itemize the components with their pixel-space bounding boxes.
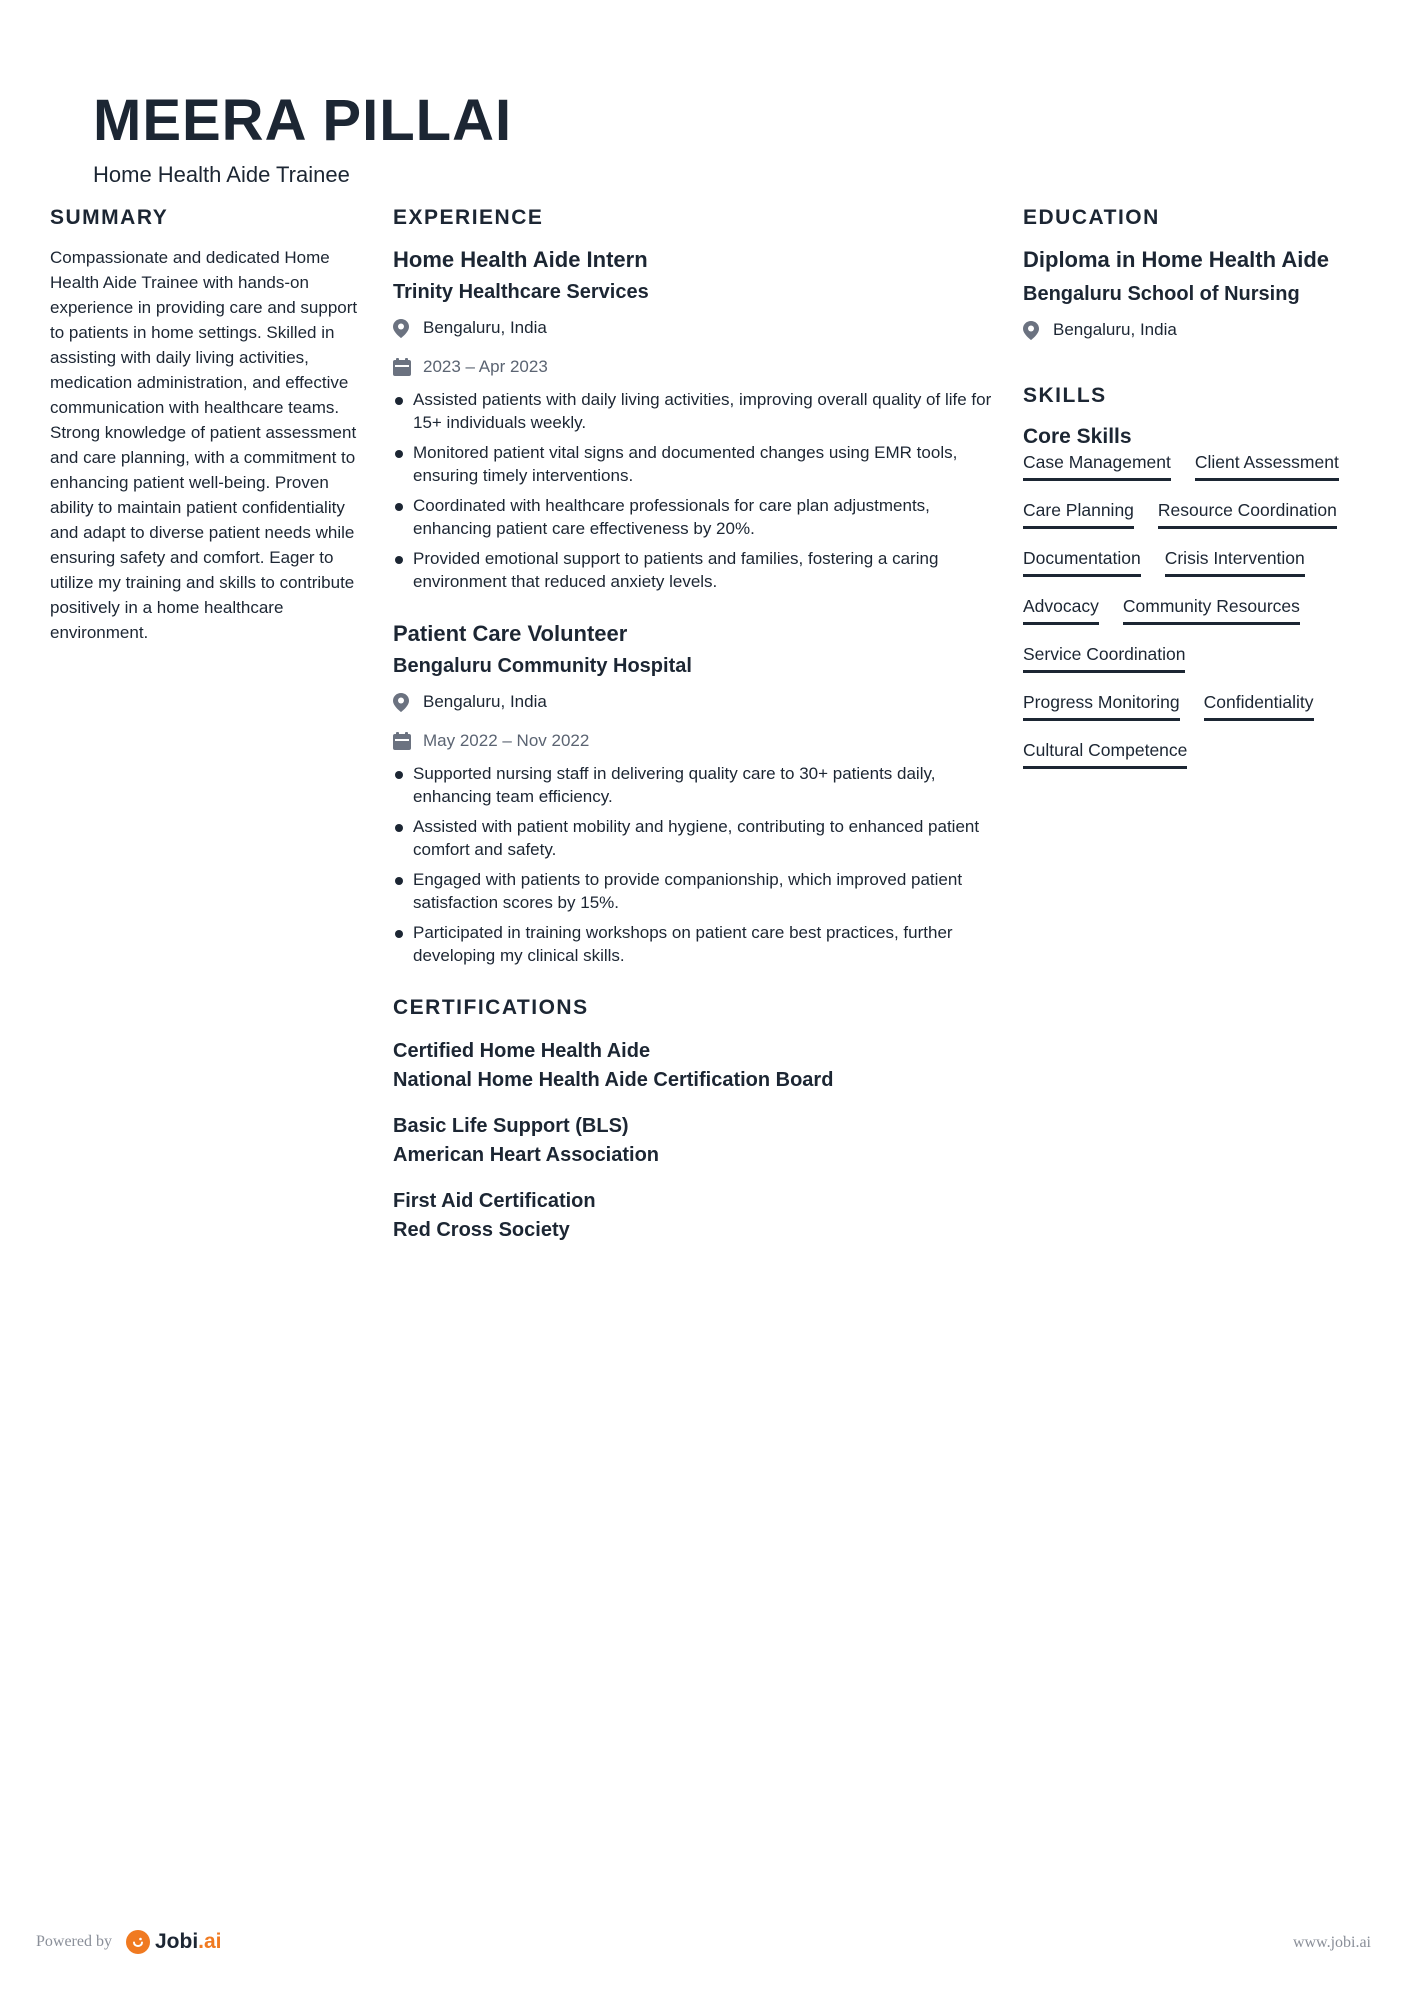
certification-name: First Aid Certification	[393, 1190, 596, 1212]
map-pin-icon	[393, 319, 423, 338]
job-dates	[393, 356, 993, 378]
job-bullet: Participated in training workshops on patient care best practices, further developing my clinical skills.	[393, 921, 993, 967]
calendar-icon	[393, 358, 423, 376]
skills-heading: SKILLS	[1023, 384, 1107, 407]
skill-tag: Crisis Intervention	[1165, 547, 1305, 577]
certifications-section	[393, 995, 993, 1245]
skill-tag: Cultural Competence	[1023, 739, 1187, 769]
education-entry	[1023, 245, 1368, 341]
skill-tag: Client Assessment	[1195, 451, 1339, 481]
job-bullets	[393, 762, 993, 967]
powered-by-text: Powered by	[36, 1933, 112, 1950]
education-school: Bengaluru School of Nursing	[1023, 283, 1300, 305]
education-location	[1023, 319, 1368, 341]
job-location	[393, 691, 993, 713]
job-location	[393, 317, 993, 339]
job-location-text: Bengaluru, India	[423, 692, 547, 711]
experience-column	[393, 205, 993, 1245]
skill-tag: Progress Monitoring	[1023, 691, 1180, 721]
certification-entry	[393, 1112, 993, 1170]
job-dates-text: 2023 – Apr 2023	[423, 357, 548, 376]
experience-heading: EXPERIENCE	[393, 206, 544, 229]
certifications-heading: CERTIFICATIONS	[393, 996, 589, 1019]
skill-tag: Care Planning	[1023, 499, 1134, 529]
certification-entry	[393, 1037, 993, 1095]
education-heading: EDUCATION	[1023, 206, 1160, 229]
resume-header	[93, 88, 512, 188]
skills-list	[1023, 451, 1368, 787]
job-bullet: Engaged with patients to provide companionship, which improved patient satisfaction scores by 15%.	[393, 868, 993, 914]
site-url[interactable]: www.jobi.ai	[1292, 1934, 1371, 1951]
job-title: Home Health Aide Intern	[393, 247, 648, 272]
certification-issuer: Red Cross Society	[393, 1219, 570, 1241]
skill-tag: Confidentiality	[1204, 691, 1314, 721]
summary-heading: SUMMARY	[50, 206, 169, 229]
logo-suffix-text: .ai	[198, 1930, 222, 1953]
job-company: Bengaluru Community Hospital	[393, 655, 692, 677]
certification-entry	[393, 1187, 993, 1245]
candidate-name: MEERA PILLAI	[93, 88, 513, 153]
calendar-icon	[393, 732, 423, 750]
skill-tag: Advocacy	[1023, 595, 1099, 625]
job-bullet: Supported nursing staff in delivering quality care to 30+ patients daily, enhancing team efficiency.	[393, 762, 993, 808]
job-bullet: Coordinated with healthcare professionals for care plan adjustments, enhancing patient care effectiveness by 20%.	[393, 494, 993, 540]
skill-tag: Documentation	[1023, 547, 1141, 577]
certification-name: Certified Home Health Aide	[393, 1040, 651, 1062]
job-entry	[393, 245, 993, 593]
certification-issuer: National Home Health Aide Certification Board	[393, 1069, 834, 1091]
job-bullet: Monitored patient vital signs and documented changes using EMR tools, ensuring timely interventions.	[393, 441, 993, 487]
job-location-text: Bengaluru, India	[423, 318, 547, 337]
map-pin-icon	[1023, 321, 1053, 340]
skill-tag: Community Resources	[1123, 595, 1300, 625]
job-entry	[393, 619, 993, 967]
skills-subheading: Core Skills	[1023, 425, 1132, 448]
education-degree: Diploma in Home Health Aide	[1023, 247, 1330, 272]
summary-text: Compassionate and dedicated Home Health Aide Trainee with hands-on experience in providing care and support to patients in home settings. Skilled in assisting with daily living activities, medication administration, and effective communication with healthcare teams. Strong knowledge of patient assessment and care planning, with a commitment to enhancing patient well-being. Proven ability to maintain patient confidentiality and adapt to diverse patient needs while ensuring safety and comfort. Eager to utilize my training and skills to contribute positively in a home healthcare environment.	[50, 248, 358, 642]
education-skills-column	[1023, 205, 1368, 787]
job-bullets	[393, 388, 993, 593]
job-bullet: Assisted patients with daily living activities, improving overall quality of life for 15+ individuals weekly.	[393, 388, 993, 434]
jobi-logo[interactable]	[155, 1930, 222, 1954]
education-location-text: Bengaluru, India	[1053, 320, 1177, 339]
jobi-logo-icon	[126, 1930, 150, 1954]
logo-main-text: Jobi	[154, 1930, 199, 1953]
certification-issuer: American Heart Association	[393, 1144, 660, 1166]
certification-name: Basic Life Support (BLS)	[393, 1115, 629, 1137]
job-bullet: Assisted with patient mobility and hygiene, contributing to enhanced patient comfort and safety.	[393, 815, 993, 861]
skills-section	[1023, 383, 1368, 787]
skill-tag: Service Coordination	[1023, 643, 1185, 673]
skill-tag: Case Management	[1023, 451, 1171, 481]
summary-section	[50, 205, 365, 645]
candidate-title: Home Health Aide Trainee	[93, 162, 350, 187]
job-dates-text: May 2022 – Nov 2022	[423, 731, 590, 750]
powered-by-footer	[36, 1930, 222, 1954]
job-dates	[393, 730, 993, 752]
job-title: Patient Care Volunteer	[393, 621, 628, 646]
job-bullet: Provided emotional support to patients and families, fostering a caring environment that reduced anxiety levels.	[393, 547, 993, 593]
map-pin-icon	[393, 693, 423, 712]
job-company: Trinity Healthcare Services	[393, 281, 649, 303]
skill-tag: Resource Coordination	[1158, 499, 1337, 529]
